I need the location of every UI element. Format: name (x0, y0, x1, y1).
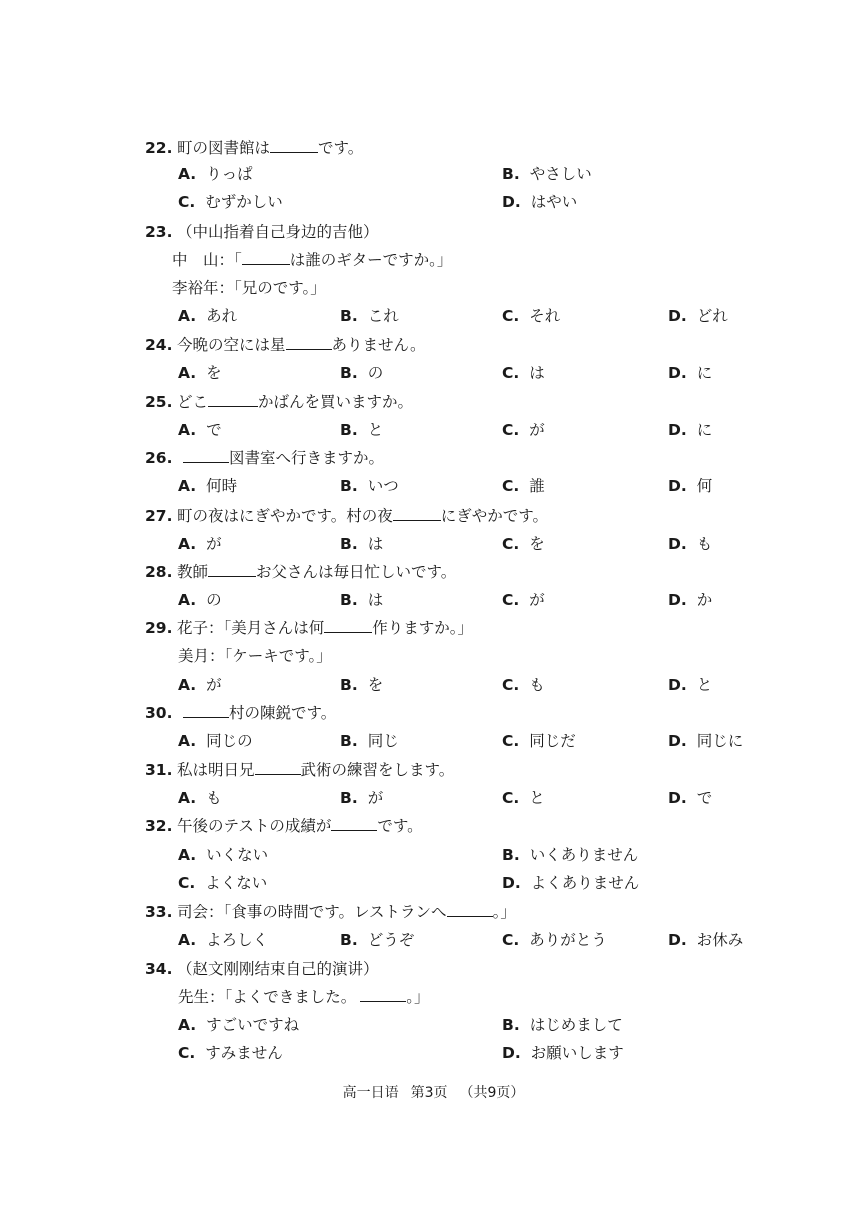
question-29: 29. 花子：「美月さんは何 作りますか。」 (145, 619, 474, 637)
option-a: A. で (178, 421, 222, 439)
option-b: B. はじめまして (502, 1016, 623, 1034)
option-d: D. に (668, 421, 713, 439)
option-a: A. いくない (178, 846, 269, 864)
speaker: 李裕年： (172, 279, 235, 297)
option-a: A. りっぱ (178, 165, 253, 183)
option-b: B. を (340, 676, 384, 694)
option-b: B. と (340, 421, 384, 439)
answer-blank (393, 506, 441, 521)
speaker: 美月： (178, 647, 225, 665)
answer-blank (270, 138, 318, 153)
speaker: 花子： (177, 619, 224, 637)
answer-blank (360, 987, 406, 1002)
page-footer (0, 1082, 867, 1102)
option-a: A. が (178, 535, 222, 553)
question-30: 30. 村の陳鋭です。 (145, 704, 337, 722)
option-b: B. いくありません (502, 846, 639, 864)
dialog-line: 中 山：「 は誰のギターですか。」 (172, 251, 453, 269)
question-22 (145, 138, 363, 158)
option-c: C. ありがとう (502, 931, 607, 949)
dialog-line: 李裕年：「兄のです。」 (172, 279, 326, 297)
option-c: C. は (502, 364, 545, 382)
footer-subject: 高一日语 (342, 1085, 399, 1101)
question-23 (145, 222, 379, 242)
option-b: B. は (340, 535, 384, 553)
option-a: A. すごいですね (178, 1016, 300, 1034)
question-34: 34. （赵文刚刚结束自己的演讲） (145, 960, 379, 978)
option-c: C. を (502, 535, 545, 553)
answer-blank (331, 816, 377, 831)
option-c: C. すみません (178, 1044, 283, 1062)
option-d: D. お願いします (502, 1044, 624, 1062)
answer-blank (208, 562, 256, 577)
option-b: B. 同じ (340, 732, 399, 750)
speaker: 司会： (177, 903, 224, 921)
option-d: D. に (668, 364, 713, 382)
question-24: 24. 今晩の空には星 ありません。 (145, 336, 426, 354)
answer-blank (324, 618, 372, 633)
dialog-line: 先生：「よくできました。 。」 (178, 988, 430, 1006)
option-d: D. 何 (668, 477, 713, 495)
speaker: 先生： (178, 988, 225, 1006)
option-a: A. 同じの (178, 732, 253, 750)
option-c: C. むずかしい (178, 193, 283, 211)
option-a: A. が (178, 676, 222, 694)
question-number: 23. (145, 223, 173, 241)
option-d: D. で (668, 789, 713, 807)
option-b: B. いつ (340, 477, 399, 495)
option-c: C. が (502, 421, 545, 439)
speaker: 中 山： (172, 251, 235, 269)
answer-blank (183, 448, 229, 463)
option-d: D. と (668, 676, 713, 694)
answer-blank (447, 902, 493, 917)
dialog-line: 美月：「ケーキです。」 (178, 647, 332, 665)
option-b: B. これ (340, 307, 399, 325)
question-text-pre: 町の図書館は (177, 139, 271, 157)
question-32: 32. 午後のテストの成績が です。 (145, 817, 423, 835)
option-a: A. の (178, 591, 222, 609)
question-26: 26. 図書室へ行きますか。 (145, 449, 385, 467)
option-c: C. 誰 (502, 477, 545, 495)
option-d: D. どれ (668, 307, 728, 325)
footer-page: 第3页 (410, 1085, 448, 1101)
option-a: A. も (178, 789, 222, 807)
option-d: D. よくありません (502, 874, 640, 892)
option-b: B. やさしい (502, 165, 592, 183)
option-c: C. が (502, 591, 545, 609)
question-28: 28. 教師 お父さんは毎日忙しいです。 (145, 563, 457, 581)
option-c: C. よくない (178, 874, 268, 892)
option-b: B. どうぞ (340, 931, 415, 949)
option-d: D. お休み (668, 931, 744, 949)
question-context: （中山指着自己身边的吉他） (177, 223, 379, 241)
option-d: D. 同じに (668, 732, 744, 750)
answer-blank (183, 703, 229, 718)
question-31: 31. 私は明日兄 武術の練習をします。 (145, 761, 455, 779)
option-b: B. は (340, 591, 384, 609)
option-c: C. 同じだ (502, 732, 576, 750)
option-b: B. が (340, 789, 384, 807)
option-a: A. あれ (178, 307, 238, 325)
option-c: C. それ (502, 307, 561, 325)
footer-total: （共9页） (459, 1085, 525, 1101)
question-context: （赵文刚刚结束自己的演讲） (177, 960, 379, 978)
answer-blank (255, 760, 301, 775)
option-a: A. を (178, 364, 222, 382)
question-27: 27. 町の夜はにぎやかです。村の夜 にぎやかです。 (145, 507, 549, 525)
option-a: A. 何時 (178, 477, 238, 495)
answer-blank (208, 392, 258, 407)
option-a: A. よろしく (178, 931, 269, 949)
question-33: 33. 司会：「食事の時間です。レストランへ 。」 (145, 903, 516, 921)
answer-blank (242, 250, 290, 265)
option-d: D. か (668, 591, 713, 609)
question-25: 25. どこ かばんを買いますか。 (145, 393, 414, 411)
option-d: D. はやい (502, 193, 578, 211)
option-c: C. と (502, 789, 545, 807)
question-text-post: です。 (318, 139, 364, 157)
option-d: D. も (668, 535, 713, 553)
question-number: 22. (145, 139, 173, 157)
option-c: C. も (502, 676, 545, 694)
answer-blank (286, 335, 332, 350)
option-b: B. の (340, 364, 384, 382)
